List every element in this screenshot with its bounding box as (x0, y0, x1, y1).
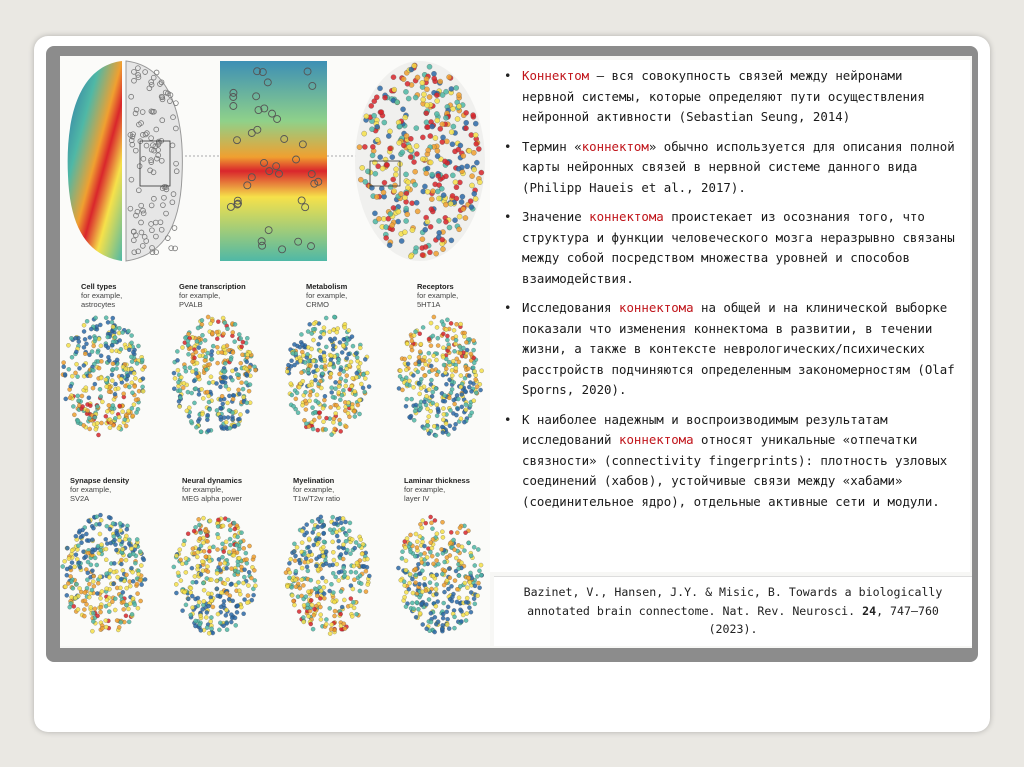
bullet-item: • Термин «коннектом» обычно используется для описания полной карты нейронных связей в нервной системе данного вида (Philipp Haueis et al., 2017). (502, 137, 962, 199)
panel-label-neural-dynamics: Neural dynamics for example, MEG alpha power (182, 476, 243, 503)
panel-label-laminar-thickness: Laminar thickness for example, layer IV (404, 476, 470, 503)
small-brain-map (61, 316, 147, 437)
brain-maps-image (60, 56, 490, 646)
highlighted-term: коннектом (581, 138, 649, 154)
highlighted-term: коннектома (618, 300, 694, 315)
bullet-text-area (490, 60, 970, 572)
citation-box (494, 576, 972, 646)
bullet-item: • Значение коннектома проистекает из осознания того, что структура и функции человеческого мозга неразрывно связаны между собой посредством множества уровней и способов взаимодействия. (502, 207, 962, 289)
small-brain-map (61, 513, 148, 633)
bullet-list (490, 60, 970, 512)
panel-label-synapse-density: Synapse density for example, SV2A (70, 476, 130, 503)
panel-label-myelination: Myelination for example, T1w/T2w ratio (293, 476, 341, 503)
brain-connectome-figure (60, 56, 490, 646)
small-brain-map (396, 515, 484, 634)
citation-line: (2023). (708, 622, 758, 636)
small-brain-map (172, 516, 258, 635)
small-brain-map (397, 315, 484, 438)
panel-label-gene-transcription: Gene transcription for example, PVALB (179, 282, 246, 309)
highlighted-term: Коннектом (522, 68, 590, 83)
panel-label-cell-types: Cell types for example, astrocytes (81, 282, 123, 309)
heatmap-hemisphere (68, 61, 122, 261)
panel-label-metabolism: Metabolism for example, CRMO (306, 282, 348, 309)
small-brain-map (172, 315, 258, 434)
bullet-item: • Исследования коннектома на общей и на клинической выборке показали что изменения коннектома в развитии, в течении жизни, а также в контексте неврологических/психических расстройств подчиняются определенным закономерностям (Olaf Sporns, 2020). (502, 298, 962, 401)
small-brain-map (284, 515, 372, 636)
panel-label-receptors: Receptors for example, 5HT1A (417, 282, 459, 309)
highlighted-term: коннектома (589, 209, 664, 224)
citation-line: Bazinet, V., Hansen, J.Y. & Misic, B. Towards a biologically (523, 585, 943, 599)
highlighted-term: коннектома (618, 432, 694, 447)
bullet-item: • Коннектом – вся совокупность связей между нейронами нервной системы, которые определяют пути осуществления нейронной активности (Sebastian Seung, 2014) (502, 66, 962, 128)
small-brain-map (285, 315, 371, 437)
bullet-item: • К наиболее надежным и воспроизводимым результатам исследований коннектома относят уникальные «отпечатки связности» (connectivity fingerprints): плотность узловых соединений (хабов), устойчивые связи между «хабами» (соединительное ядро), отдельные активные сети и модули. (502, 410, 962, 513)
citation-line: annotated brain connectome. Nat. Rev. Neurosci. 24, 747–760 (527, 603, 939, 618)
